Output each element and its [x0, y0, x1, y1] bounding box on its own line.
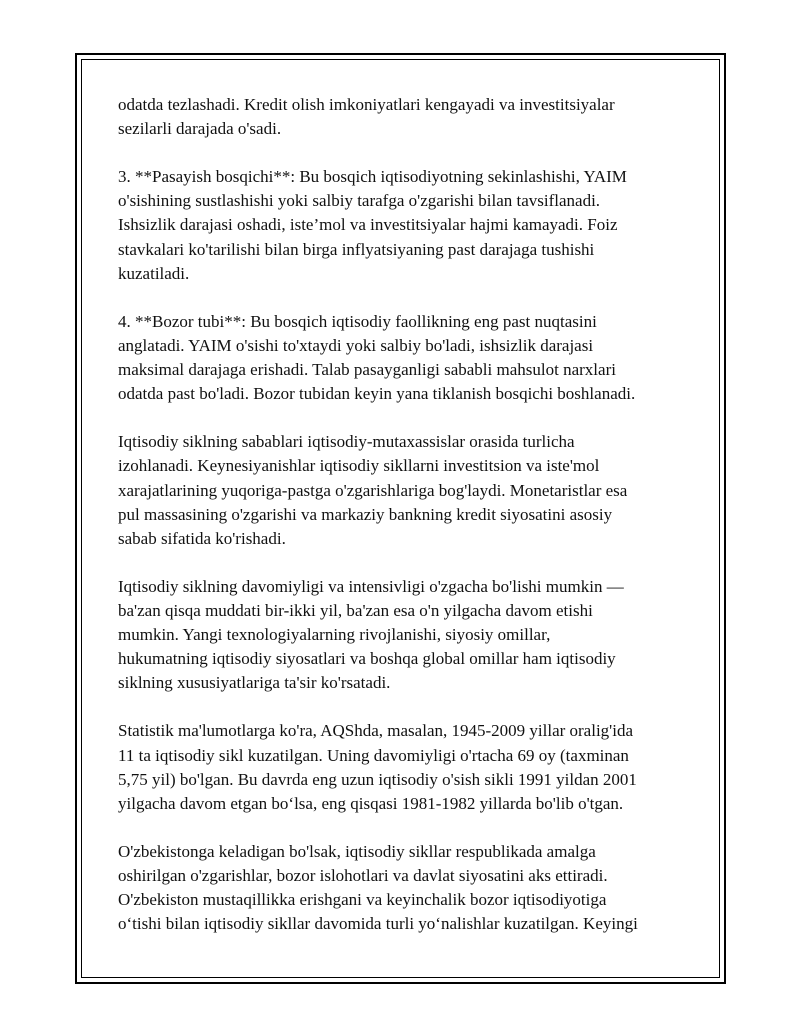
text-line: mumkin. Yangi texnologiyalarning rivojlanishi, siyosiy omillar,: [118, 625, 551, 645]
paragraph-pasayish-bosqichi: [118, 165, 698, 285]
text-line: xarajatlarining yuqoriga-pastga o'zgarishlariga bog'laydi. Monetaristlar esa: [118, 480, 628, 500]
text-line: 3. **Pasayish bosqichi**: Bu bosqich iqtisodiyotning sekinlashishi, YAIM: [118, 167, 627, 187]
text-line: Ishsizlik darajasi oshadi, iste’mol va investitsiyalar hajmi kamayadi. Foiz: [118, 215, 618, 235]
text-line: Statistik ma'lumotlarga ko'ra, AQShda, masalan, 1945-2009 yillar oralig'ida: [118, 721, 634, 741]
text-line: Iqtisodiy siklning sabablari iqtisodiy-mutaxassislar orasida turlicha: [118, 432, 575, 452]
text-line: oshirilgan o'zgarishlar, bozor islohotlari va davlat siyosatini aks ettiradi.: [118, 866, 608, 885]
text-line: yilgacha davom etgan bo‘lsa, eng qisqasi 1981-1982 yillarda bo'lib o'tgan.: [118, 793, 624, 813]
text-line: Iqtisodiy siklning davomiyligi va intensivligi o'zgacha bo'lishi mumkin —: [118, 576, 624, 596]
text-line: o‘tishi bilan iqtisodiy sikllar davomida turli yo‘nalishlar kuzatilgan. Keyingi: [118, 914, 638, 934]
text-line: siklning xususiyatlariga ta'sir ko'rsatadi.: [118, 673, 391, 693]
text-line: hukumatning iqtisodiy siyosatlari va boshqa global omillar ham iqtisodiy: [118, 649, 616, 669]
paragraph-statistika: [118, 719, 698, 815]
text-line: O'zbekistonga keladigan bo'lsak, iqtisodiy sikllar respublikada amalga: [118, 841, 596, 861]
text-line: kuzatiladi.: [118, 263, 190, 283]
text-line: pul massasining o'zgarishi va markaziy bankning kredit siyosatini asosiy: [118, 504, 613, 524]
document-body: [118, 93, 698, 960]
paragraph-sikl-sabablari: [118, 430, 698, 550]
paragraph-bozor-tubi: [118, 310, 698, 406]
text-line: odatda past bo'ladi. Bozor tubidan keyin yana tiklanish bosqichi boshlanadi.: [118, 384, 636, 404]
text-line: O'zbekiston mustaqillikka erishgani va keyinchalik bozor iqtisodiyotiga: [118, 890, 607, 910]
text-line: 4. **Bozor tubi**: Bu bosqich iqtisodiy faollikning eng past nuqtasini: [118, 311, 597, 331]
text-line: 5,75 yil) bo'lgan. Bu davrda eng uzun iqtisodiy o'sish sikli 1991 yildan 2001: [118, 769, 637, 789]
text-line: odatda tezlashadi. Kredit olish imkoniyatlari kengayadi va investitsiyalar: [118, 95, 615, 114]
text-line: sabab sifatida ko'rishadi.: [118, 528, 286, 548]
paragraph-davomiylik: [118, 575, 698, 695]
text-line: sezilarli darajada o'sadi.: [118, 119, 282, 139]
text-line: stavkalari ko'tarilishi bilan birga inflyatsiyaning past darajaga tushishi: [118, 239, 595, 259]
text-line: anglatadi. YAIM o'sishi to'xtaydi yoki salbiy bo'ladi, ishsizlik darajasi: [118, 335, 594, 355]
text-line: maksimal darajaga erishadi. Talab pasayganligi sababli mahsulot narxlari: [118, 360, 616, 380]
text-line: o'sishining sustlashishi yoki salbiy tarafga o'zgarishi bilan tavsiflanadi.: [118, 191, 601, 211]
text-line: 11 ta iqtisodiy sikl kuzatilgan. Uning davomiyligi o'rtacha 69 oy (taxminan: [118, 745, 629, 765]
paragraph-continuation: [118, 93, 698, 141]
text-line: izohlanadi. Keynesiyanishlar iqtisodiy sikllarni investitsion va iste'mol: [118, 456, 600, 476]
text-line: ba'zan qisqa muddati bir-ikki yil, ba'zan esa o'n yilgacha davom etishi: [118, 600, 593, 620]
paragraph-ozbekiston: [118, 840, 698, 936]
